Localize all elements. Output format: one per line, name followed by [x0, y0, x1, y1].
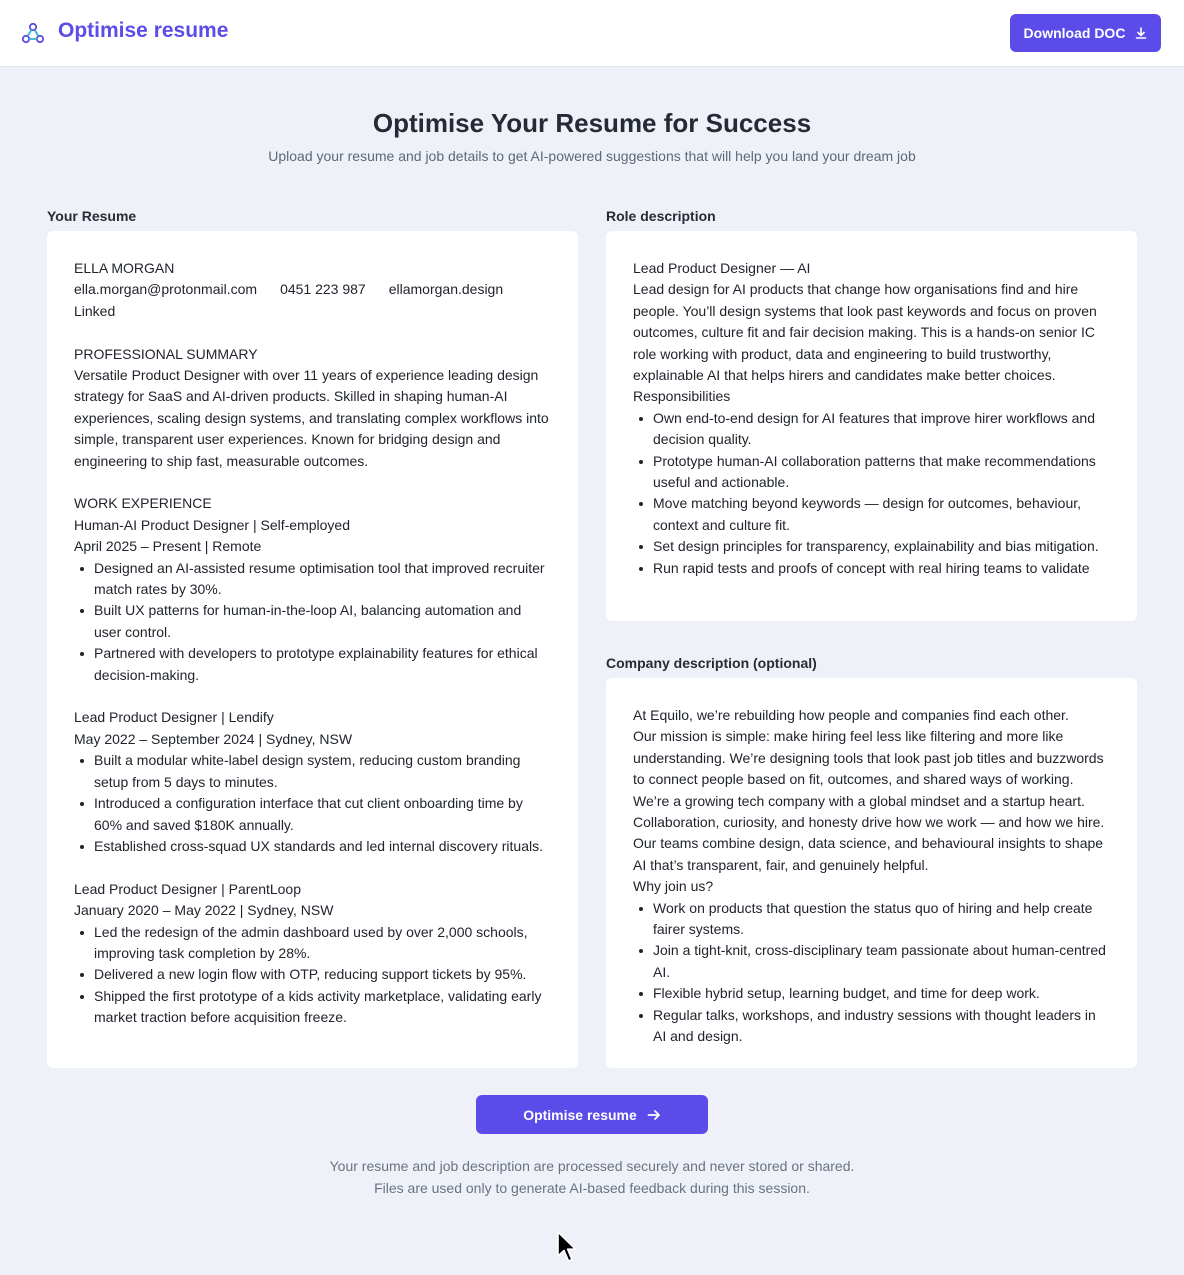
resume-contact-row [74, 279, 551, 300]
work-heading: WORK EXPERIENCE [74, 495, 212, 512]
responsibility-item: Run rapid tests and proofs of concept with real hiring teams to validate [633, 558, 1110, 579]
company-description-editor[interactable] [606, 678, 1137, 1068]
why-join-list [633, 898, 1110, 1048]
responsibilities-heading: Responsibilities [633, 388, 731, 405]
resume-phone: 0451 223 987 [280, 281, 366, 298]
optimise-resume-button[interactable] [476, 1095, 708, 1134]
responsibilities-list [633, 408, 1110, 579]
top-bar [0, 0, 1184, 67]
job-title: Lead Product Designer | Lendify [74, 709, 274, 726]
job-bullet: Introduced a configuration interface that cut client onboarding time by 60% and saved $180K annually. [74, 793, 551, 836]
company-paragraph: Our mission is simple: make hiring feel less like filtering and more like understanding. We’re designing tools that look past job titles and buzzwords to connect people based on fit, outcomes, and shared ways of working. [633, 728, 1104, 788]
job-bullet: Partnered with developers to prototype explainability features for ethical decision-making. [74, 643, 551, 686]
role-description-editor[interactable] [606, 231, 1137, 621]
summary-heading: PROFESSIONAL SUMMARY [74, 345, 258, 362]
download-doc-label: Download DOC [1023, 25, 1126, 41]
job-bullet: Built a modular white-label design system, reducing custom branding setup from 5 days to minutes. [74, 750, 551, 793]
job-meta: May 2022 – September 2024 | Sydney, NSW [74, 730, 353, 747]
job-meta: January 2020 – May 2022 | Sydney, NSW [74, 902, 334, 919]
why-join-item: Flexible hybrid setup, learning budget, and time for deep work. [633, 983, 1110, 1004]
job-bullets [74, 922, 551, 1029]
download-doc-button[interactable] [1010, 14, 1161, 52]
app-title: Optimise resume [58, 19, 229, 42]
job-bullet: Built UX patterns for human-in-the-loop AI, balancing automation and user control. [74, 600, 551, 643]
job-bullet: Delivered a new login flow with OTP, reducing support tickets by 95%. [74, 964, 551, 985]
responsibility-item: Prototype human-AI collaboration patterns that make recommendations useful and actionable. [633, 451, 1110, 494]
job-bullet: Led the redesign of the admin dashboard used by over 2,000 schools, improving task completion by 28%. [74, 922, 551, 965]
summary-text: Versatile Product Designer with over 11 years of experience leading design strategy for SaaS and AI-driven products. Skilled in shaping human-AI experiences, scaling design systems, and translating complex workflows into simple, transparent user experiences. Known for bridging design and engineering to ship fast, measurable outcomes. [74, 367, 549, 469]
why-join-item: Regular talks, workshops, and industry sessions with thought leaders in AI and design. [633, 1005, 1110, 1048]
why-join-heading: Why join us? [633, 878, 714, 895]
company-paragraph: We’re a growing tech company with a global mindset and a startup heart. Collaboration, curiosity, and honesty drive how we work — and how we hire. Our teams combine design, data science, and behavioural insights to shape AI that’s transparent, fair, and genuinely helpful. [633, 792, 1105, 873]
resume-label: Your Resume [47, 208, 137, 224]
company-paragraph: At Equilo, we’re rebuilding how people and companies find each other. [633, 707, 1069, 723]
why-join-item: Join a tight-knit, cross-disciplinary team passionate about human-centred AI. [633, 940, 1110, 983]
resume-linked: Linked [74, 302, 116, 319]
job-bullet: Designed an AI-assisted resume optimisation tool that improved recruiter match rates by 30%. [74, 558, 551, 601]
role-title: Lead Product Designer — AI [633, 260, 811, 276]
role-description-label: Role description [606, 208, 716, 224]
job-bullets [74, 750, 551, 857]
responsibility-item: Set design principles for transparency, explainability and bias mitigation. [633, 536, 1110, 557]
resume-editor[interactable] [47, 231, 578, 1068]
page-title: Optimise Your Resume for Success [372, 108, 812, 138]
mouse-cursor-icon [556, 1230, 578, 1264]
job-bullet: Established cross-squad UX standards and led internal discovery rituals. [74, 836, 551, 857]
role-intro: Lead design for AI products that change how organisations find and hire people. You’ll design systems that look past keywords and focus on proven outcomes, culture fit and fair decision making. This is a hands-on senior IC role working with product, data and engineering to build trustworthy, explainable AI that helps hirers and candidates make better choices. [633, 281, 1097, 384]
job-meta: April 2025 – Present | Remote [74, 538, 262, 555]
privacy-line: Files are used only to generate AI-based feedback during this session. [374, 1179, 810, 1196]
resume-email: ella.morgan@protonmail.com [74, 281, 258, 298]
arrow-right-icon [647, 1108, 661, 1122]
privacy-line: Your resume and job description are processed securely and never stored or shared. [329, 1158, 855, 1174]
page-subtitle: Upload your resume and job details to get AI-powered suggestions that will help you land your dream job [268, 148, 916, 164]
privacy-note [0, 1156, 1184, 1199]
network-nodes-icon [21, 21, 45, 45]
responsibility-item: Move matching beyond keywords — design for outcomes, behaviour, context and culture fit. [633, 493, 1110, 536]
optimise-resume-label: Optimise resume [523, 1106, 637, 1123]
job-bullets [74, 558, 551, 686]
responsibility-item: Own end-to-end design for AI features that improve hirer workflows and decision quality. [633, 408, 1110, 451]
job-title: Human-AI Product Designer | Self-employed [74, 516, 350, 533]
resume-website: ellamorgan.design [388, 281, 504, 298]
download-icon [1135, 27, 1147, 39]
job-bullet: Shipped the first prototype of a kids activity marketplace, validating early market traction before acquisition freeze. [74, 986, 551, 1029]
job-title: Lead Product Designer | ParentLoop [74, 880, 302, 897]
resume-name: ELLA MORGAN [74, 260, 175, 276]
company-description-label: Company description (optional) [606, 655, 817, 671]
why-join-item: Work on products that question the status quo of hiring and help create fairer systems. [633, 898, 1110, 941]
